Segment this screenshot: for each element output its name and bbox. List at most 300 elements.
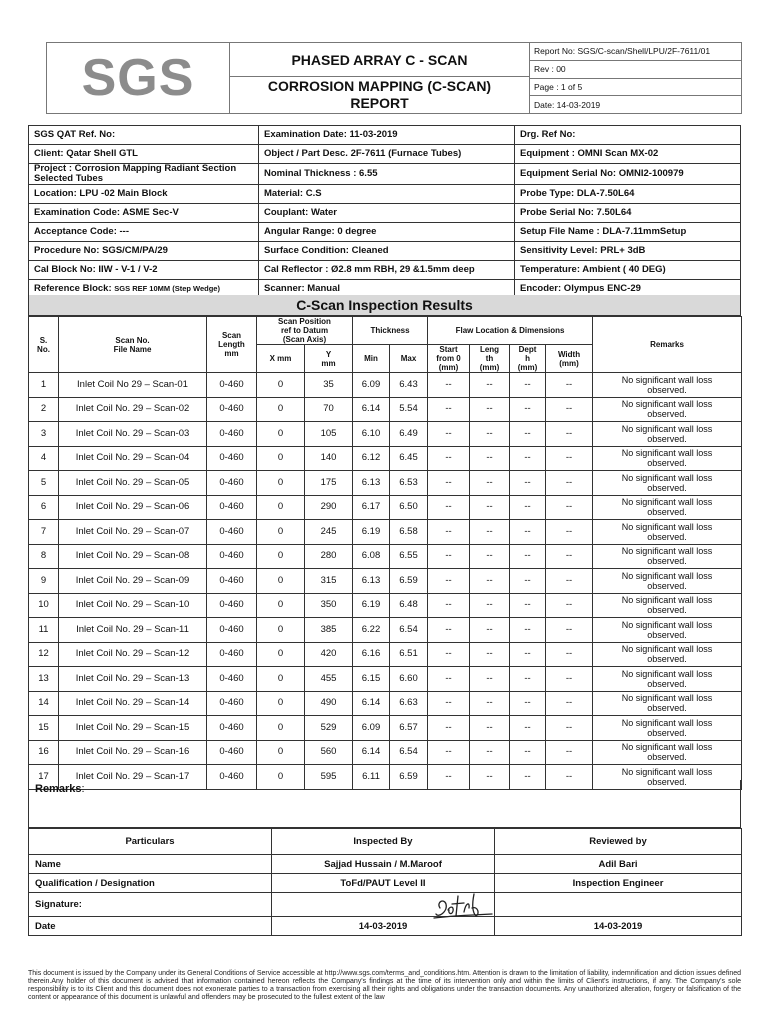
signoff-date-inspected: 14-03-2019 [272,917,495,936]
cell-length: -- [470,716,510,741]
cell-y: 140 [305,446,353,471]
cell-depth: -- [510,691,546,716]
signoff-inspected-header: Inspected By [272,829,495,855]
cell-file: Inlet Coil No. 29 – Scan-12 [59,642,207,667]
cell-start: -- [428,471,470,496]
info-row [29,185,741,204]
cell-sno: 6 [29,495,59,520]
cell-width: -- [546,544,593,569]
cell-len: 0-460 [207,373,257,398]
report-header [46,42,742,114]
col-start-l3: (mm) [438,363,459,372]
cell-min: 6.16 [353,642,390,667]
cell-len: 0-460 [207,691,257,716]
table-row [29,544,742,569]
cell-len: 0-460 [207,397,257,422]
signoff-signature-reviewed [495,893,742,917]
signoff-reviewed-header: Reviewed by [495,829,742,855]
report-title-main: PHASED ARRAY C - SCAN [230,43,529,77]
cell-x: 0 [257,495,305,520]
cell-remarks-l2: observed. [647,433,687,444]
cell-max: 6.59 [390,765,428,790]
col-remarks: Remarks [593,317,742,373]
cell-min: 6.15 [353,667,390,692]
cell-depth: -- [510,520,546,545]
info-cell: Nominal Thickness : 6.55 [259,164,515,185]
cell-sno: 2 [29,397,59,422]
cell-y: 245 [305,520,353,545]
cell-start: -- [428,740,470,765]
info-cell: Acceptance Code: --- [29,223,259,242]
info-cell: Object / Part Desc. 2F-7611 (Furnace Tubes) [259,145,515,164]
col-pos-l3: (Scan Axis) [282,335,327,344]
cell-x: 0 [257,446,305,471]
cell-x: 0 [257,691,305,716]
cell-depth: -- [510,740,546,765]
cell-remarks-l1: No significant wall loss [621,644,713,655]
cell-remarks-l1: No significant wall loss [621,472,713,483]
cell-file: Inlet Coil No. 29 – Scan-09 [59,569,207,594]
cell-sno: 10 [29,593,59,618]
cell-width: -- [546,397,593,422]
cell-depth: -- [510,642,546,667]
info-cell: Probe Serial No: 7.50L64 [515,204,741,223]
cell-max: 6.57 [390,716,428,741]
cell-remarks [593,520,742,545]
cell-depth: -- [510,618,546,643]
cell-sno: 1 [29,373,59,398]
cell-remarks-l2: observed. [647,580,687,591]
cell-width: -- [546,740,593,765]
cell-min: 6.13 [353,569,390,594]
cell-file: Inlet Coil No. 29 – Scan-17 [59,765,207,790]
col-leng-l1: Leng [479,345,500,354]
cell-width: -- [546,618,593,643]
info-cell: Examination Date: 11-03-2019 [259,126,515,145]
cell-remarks-l2: observed. [647,531,687,542]
cell-max: 6.45 [390,446,428,471]
cell-remarks-l1: No significant wall loss [621,448,713,459]
cell-depth: -- [510,471,546,496]
col-x: X mm [257,345,305,373]
cell-start: -- [428,373,470,398]
info-cell: Temperature: Ambient ( 40 DEG) [515,261,741,280]
results-title: C-Scan Inspection Results [28,295,741,316]
signoff-date-label: Date [29,917,272,936]
cell-remarks-l1: No significant wall loss [621,423,713,434]
info-cell: Sensitivity Level: PRL+ 3dB [515,242,741,261]
cell-len: 0-460 [207,446,257,471]
info-row [29,261,741,280]
cell-min: 6.19 [353,593,390,618]
info-cell: Surface Condition: Cleaned [259,242,515,261]
cell-x: 0 [257,569,305,594]
cell-min: 6.22 [353,618,390,643]
cell-width: -- [546,691,593,716]
legal-footer: This document is issued by the Company under its General Conditions of Service accessible at http://www.sgs.com/terms_and_conditions.htm. Attention is drawn to the limitation of liability, indemnification and diction issues defined therein.Any holder of this document is advised that information contained hereon reflects the Company's findings at the time of its intervention only and within the limits of Client's instructions, if any. The Company's sole responsibility is to its Client and this document does not exonerate parties to a transaction from exercising all their rights and obligations under the transaction documents. Any unauthorized alteration, forgery or falsification of the content or appearance of this document is unlawful and offenders may be prosecuted to the fullest extent of the law [28,970,741,1001]
info-row [29,223,741,242]
cell-depth: -- [510,422,546,447]
cell-remarks-l1: No significant wall loss [621,766,713,777]
cell-file: Inlet Coil No. 29 – Scan-15 [59,716,207,741]
cell-remarks [593,740,742,765]
signoff-table [28,828,742,936]
cell-remarks-l1: No significant wall loss [621,399,713,410]
cell-y: 290 [305,495,353,520]
cell-x: 0 [257,618,305,643]
cell-width: -- [546,593,593,618]
col-flaw: Flaw Location & Dimensions [428,317,593,345]
info-cell: Material: C.S [259,185,515,204]
cell-length: -- [470,495,510,520]
cell-depth: -- [510,569,546,594]
cell-start: -- [428,520,470,545]
cell-remarks-l2: observed. [647,409,687,420]
cell-min: 6.19 [353,520,390,545]
cell-remarks-l2: observed. [647,678,687,689]
cell-x: 0 [257,765,305,790]
table-row [29,618,742,643]
table-row [29,642,742,667]
col-file-l2: File Name [113,344,152,354]
info-cell: Couplant: Water [259,204,515,223]
signoff-name-label: Name [29,855,272,874]
col-start-l1: Start [439,345,458,354]
cell-sno: 17 [29,765,59,790]
cell-start: -- [428,544,470,569]
cell-remarks [593,471,742,496]
cell-x: 0 [257,422,305,447]
cell-min: 6.14 [353,740,390,765]
cell-depth: -- [510,765,546,790]
cell-x: 0 [257,593,305,618]
cell-remarks [593,544,742,569]
cell-start: -- [428,593,470,618]
col-dept-l2: h [525,354,530,363]
cell-len: 0-460 [207,765,257,790]
cell-length: -- [470,544,510,569]
col-width [546,345,593,373]
cell-width: -- [546,569,593,594]
cell-file: Inlet Coil No. 29 – Scan-08 [59,544,207,569]
cell-remarks-l2: observed. [647,507,687,518]
info-cell: Location: LPU -02 Main Block [29,185,259,204]
cell-y: 455 [305,667,353,692]
col-thickness: Thickness [353,317,428,345]
cell-min: 6.17 [353,495,390,520]
info-cell: Setup File Name : DLA-7.11mmSetup [515,223,741,242]
info-row [29,126,741,145]
col-file-l1: Scan No. [115,335,150,345]
cell-width: -- [546,765,593,790]
col-length-l3: mm [224,349,239,358]
report-title-sub-line2: REPORT [350,95,409,111]
info-cell: Client: Qatar Shell GTL [29,145,259,164]
cell-x: 0 [257,544,305,569]
cell-remarks-l2: observed. [647,727,687,738]
cell-min: 6.08 [353,544,390,569]
cell-x: 0 [257,471,305,496]
remarks-colon: : [81,783,85,795]
cell-len: 0-460 [207,740,257,765]
info-cell: Angular Range: 0 degree [259,223,515,242]
cell-width: -- [546,373,593,398]
cell-file: Inlet Coil No. 29 – Scan-14 [59,691,207,716]
cell-start: -- [428,716,470,741]
cell-min: 6.14 [353,691,390,716]
info-cell: Cal Reflector : Ø2.8 mm RBH, 29 &1.5mm deep [259,261,515,280]
cell-depth: -- [510,667,546,692]
table-row [29,740,742,765]
cell-file: Inlet Coil No. 29 – Scan-04 [59,446,207,471]
table-row [29,446,742,471]
cell-width: -- [546,471,593,496]
cell-length: -- [470,446,510,471]
cell-start: -- [428,667,470,692]
col-scan-position [257,317,353,345]
table-row [29,471,742,496]
cell-min: 6.12 [353,446,390,471]
cell-remarks-l1: No significant wall loss [621,693,713,704]
col-y [305,345,353,373]
cell-y: 490 [305,691,353,716]
cell-width: -- [546,446,593,471]
table-row [29,495,742,520]
cell-remarks-l2: observed. [647,703,687,714]
cell-remarks-l2: observed. [647,482,687,493]
info-row [29,164,741,185]
cell-max: 6.49 [390,422,428,447]
table-row [29,422,742,447]
cell-len: 0-460 [207,471,257,496]
cell-y: 35 [305,373,353,398]
info-row [29,145,741,164]
info-row [29,242,741,261]
cell-remarks [593,422,742,447]
cell-sno: 9 [29,569,59,594]
col-length [207,317,257,373]
cell-start: -- [428,765,470,790]
cell-len: 0-460 [207,422,257,447]
cell-length: -- [470,373,510,398]
signoff-qual-reviewed: Inspection Engineer [495,874,742,893]
col-dept-l3: (mm) [517,363,538,372]
table-row [29,593,742,618]
cell-depth: -- [510,716,546,741]
cell-max: 6.54 [390,618,428,643]
signoff-qual-inspected: ToFd/PAUT Level II [272,874,495,893]
remarks-box [28,780,741,828]
cell-remarks [593,618,742,643]
info-cell: Probe Type: DLA-7.50L64 [515,185,741,204]
cell-y: 70 [305,397,353,422]
cell-sno: 13 [29,667,59,692]
cell-y: 350 [305,593,353,618]
cell-length: -- [470,667,510,692]
cell-remarks-l2: observed. [647,605,687,616]
cell-max: 6.53 [390,471,428,496]
table-row [29,373,742,398]
col-max: Max [390,345,428,373]
report-title-sub [230,77,529,113]
cell-y: 105 [305,422,353,447]
cell-max: 6.50 [390,495,428,520]
cell-file: Inlet Coil No. 29 – Scan-06 [59,495,207,520]
cell-remarks [593,569,742,594]
cell-x: 0 [257,373,305,398]
cell-len: 0-460 [207,716,257,741]
cell-remarks-l1: No significant wall loss [621,546,713,557]
info-cell: SGS QAT Ref. No: [29,126,259,145]
cell-start: -- [428,397,470,422]
cell-min: 6.13 [353,471,390,496]
info-cell: Drg. Ref No: [515,126,741,145]
col-length-l2: Length [218,340,245,349]
cell-sno: 11 [29,618,59,643]
cell-remarks-l2: observed. [647,384,687,395]
info-encoder: Encoder: Olympus ENC-29 [515,280,741,299]
cell-depth: -- [510,446,546,471]
table-row [29,691,742,716]
cell-length: -- [470,618,510,643]
col-leng-l2: th [485,354,494,363]
cell-remarks-l1: No significant wall loss [621,742,713,753]
cell-depth: -- [510,373,546,398]
col-depth [510,345,546,373]
cell-max: 6.60 [390,667,428,692]
report-title-sub-line1: CORROSION MAPPING (C-SCAN) [267,78,492,94]
info-cell: Procedure No: SGS/CM/PA/29 [29,242,259,261]
cell-y: 595 [305,765,353,790]
cell-max: 6.63 [390,691,428,716]
cell-max: 6.48 [390,593,428,618]
cell-y: 175 [305,471,353,496]
cell-remarks-l2: observed. [647,776,687,787]
cell-file: Inlet Coil No. 29 – Scan-10 [59,593,207,618]
col-pos-l2: ref to Datum [280,326,329,335]
cell-length: -- [470,422,510,447]
cell-remarks-l1: No significant wall loss [621,521,713,532]
logo-box [47,43,230,113]
cell-min: 6.10 [353,422,390,447]
cell-max: 5.54 [390,397,428,422]
cell-file: Inlet Coil No. 29 – Scan-05 [59,471,207,496]
cell-width: -- [546,667,593,692]
info-cell: Equipment : OMNI Scan MX-02 [515,145,741,164]
cell-length: -- [470,642,510,667]
table-row [29,569,742,594]
col-length-l1: Scan [221,331,242,340]
cell-start: -- [428,691,470,716]
cell-min: 6.14 [353,397,390,422]
cell-sno: 5 [29,471,59,496]
cell-x: 0 [257,667,305,692]
cell-start: -- [428,618,470,643]
cell-remarks-l1: No significant wall loss [621,374,713,385]
cell-x: 0 [257,642,305,667]
info-cell: Project : Corrosion Mapping Radiant Section Selected Tubes [29,164,259,185]
cell-y: 280 [305,544,353,569]
cell-remarks-l1: No significant wall loss [621,570,713,581]
cell-sno: 16 [29,740,59,765]
cell-min: 6.09 [353,716,390,741]
info-ref-label: Reference Block: [34,283,115,294]
table-row [29,520,742,545]
cell-width: -- [546,422,593,447]
cell-length: -- [470,765,510,790]
cell-len: 0-460 [207,495,257,520]
signoff-signature-label: Signature: [29,893,272,917]
cell-remarks-l2: observed. [647,458,687,469]
cell-depth: -- [510,544,546,569]
cell-remarks-l1: No significant wall loss [621,717,713,728]
cell-length: -- [470,520,510,545]
cell-file: Inlet Coil No. 29 – Scan-13 [59,667,207,692]
cell-file: Inlet Coil No. 29 – Scan-07 [59,520,207,545]
cell-remarks-l1: No significant wall loss [621,497,713,508]
cell-sno: 8 [29,544,59,569]
table-row [29,716,742,741]
cell-min: 6.11 [353,765,390,790]
sgs-logo: SGS [81,49,195,107]
col-min: Min [353,345,390,373]
table-row [29,667,742,692]
cell-len: 0-460 [207,642,257,667]
cell-sno: 7 [29,520,59,545]
cell-len: 0-460 [207,593,257,618]
cell-file: Inlet Coil No. 29 – Scan-02 [59,397,207,422]
report-meta [530,43,741,113]
cell-x: 0 [257,740,305,765]
info-scanner: Scanner: Manual [259,280,515,299]
signoff-particulars-header: Particulars [29,829,272,855]
cell-file: Inlet Coil No. 29 – Scan-16 [59,740,207,765]
cell-length: -- [470,691,510,716]
report-date: Date: 14-03-2019 [534,99,601,110]
cell-length: -- [470,471,510,496]
col-dept-l1: Dept [518,345,537,354]
cell-start: -- [428,495,470,520]
cell-remarks [593,691,742,716]
revision: Rev : 00 [530,61,741,79]
info-row [29,204,741,223]
title-box [230,43,530,113]
cell-len: 0-460 [207,544,257,569]
info-cell: Equipment Serial No: OMNI2-100979 [515,164,741,185]
cell-start: -- [428,422,470,447]
cell-remarks [593,446,742,471]
cell-remarks-l2: observed. [647,654,687,665]
cell-x: 0 [257,397,305,422]
signoff-qual-label: Qualification / Designation [29,874,272,893]
cell-len: 0-460 [207,618,257,643]
cell-y: 560 [305,740,353,765]
cell-remarks-l1: No significant wall loss [621,595,713,606]
cell-len: 0-460 [207,520,257,545]
cell-len: 0-460 [207,569,257,594]
cell-remarks-l1: No significant wall loss [621,668,713,679]
cell-sno: 4 [29,446,59,471]
cell-sno: 3 [29,422,59,447]
cell-remarks [593,495,742,520]
cell-start: -- [428,642,470,667]
cell-width: -- [546,642,593,667]
cell-width: -- [546,495,593,520]
col-width-l2: (mm) [559,358,579,368]
cell-remarks-l1: No significant wall loss [621,619,713,630]
col-y-l2: mm [321,358,336,368]
cell-width: -- [546,520,593,545]
